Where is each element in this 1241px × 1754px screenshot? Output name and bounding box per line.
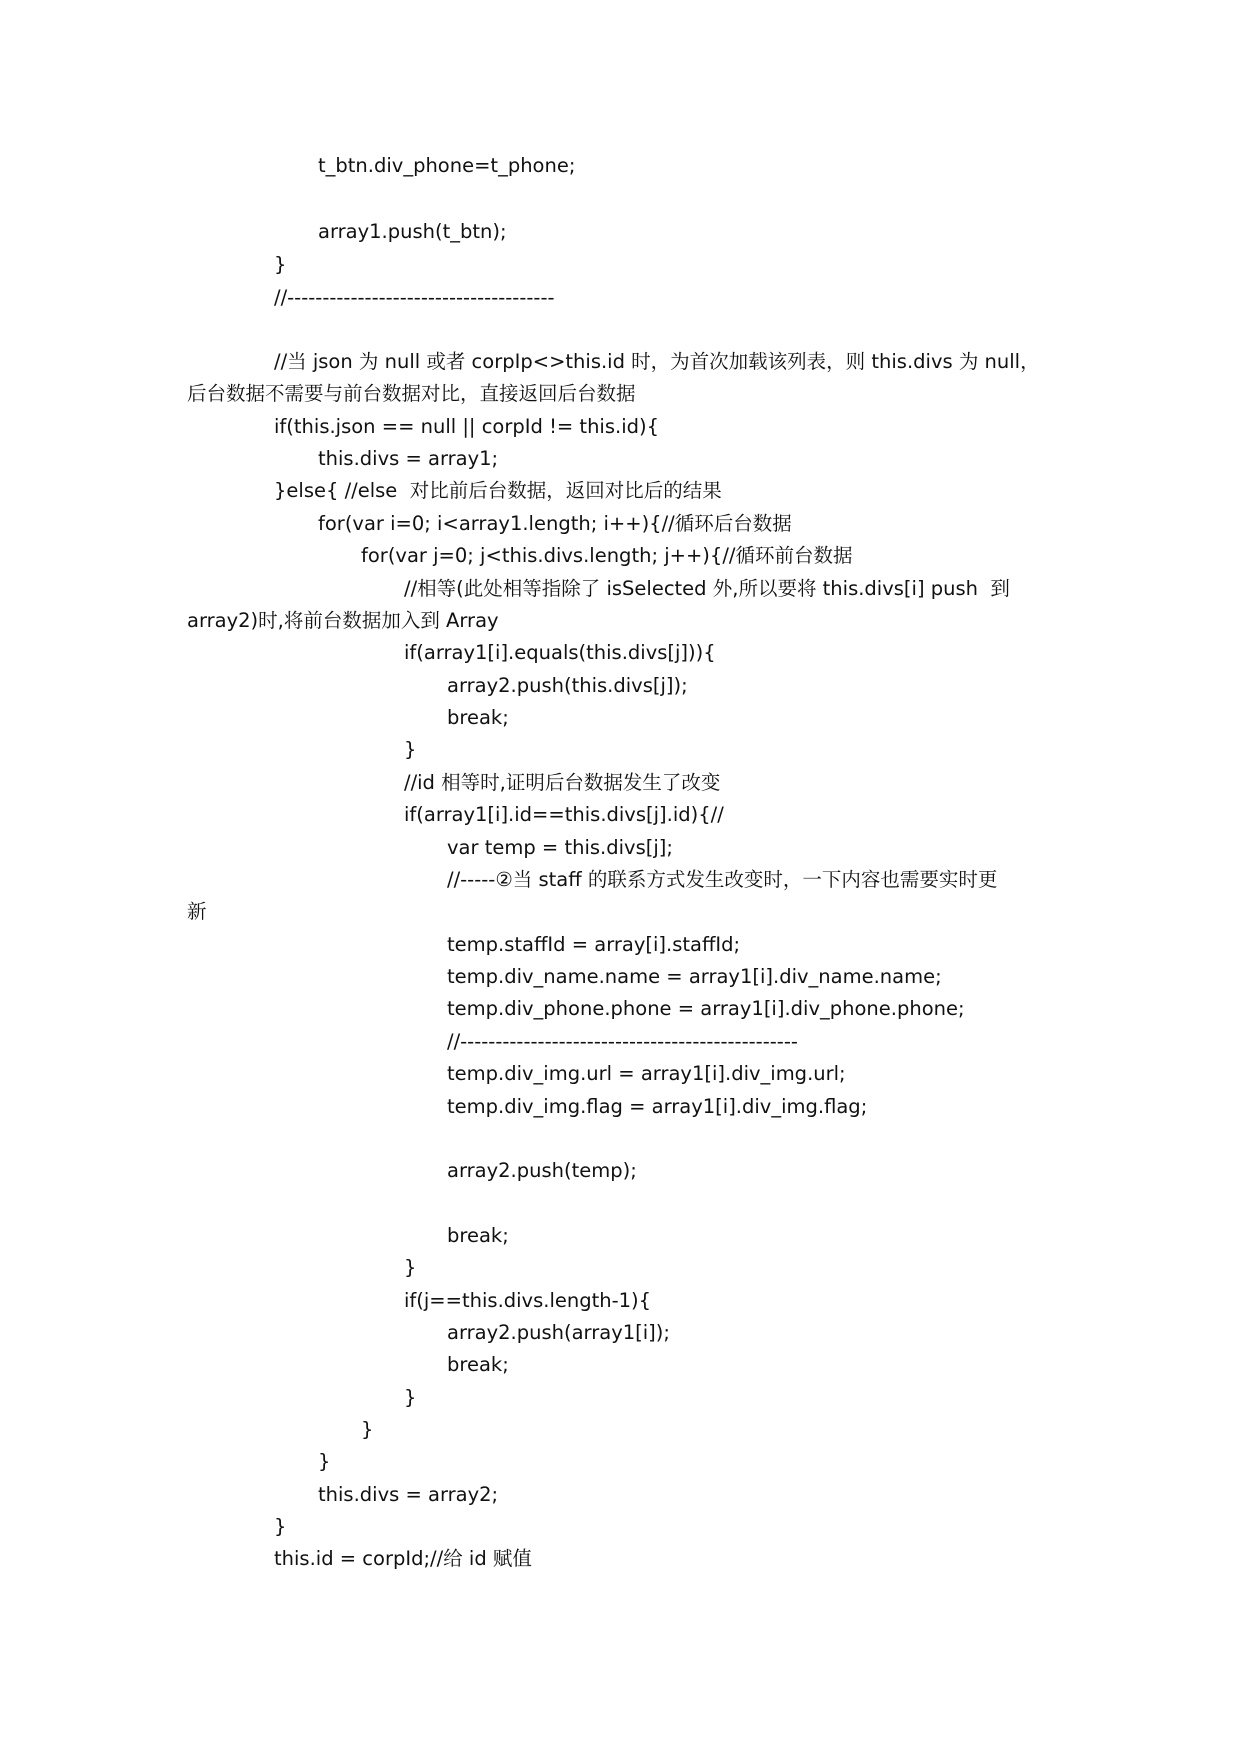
code-line: for(var j=0; j<this.divs.length; j++){//循环前台数据 [361,544,853,567]
comment-line: //相等(此处相等指除了 isSelected 外,所以要将 this.divs[i] push 到 [404,577,1010,600]
code-line: break; [447,706,509,729]
code-line: } [318,1450,331,1473]
code-line: array1.push(t_btn); [318,220,507,243]
code-line: array2.push(temp); [447,1159,637,1182]
code-line: t_btn.div_phone=t_phone; [318,154,576,177]
code-line: } [404,738,417,761]
comment-line: //当 json 为 null 或者 corpIp<>this.id 时，为首次加载该列表，则 this.divs 为 null， [274,350,1040,373]
comment-line: //id 相等时,证明后台数据发生了改变 [404,771,721,794]
code-line: temp.div_img.flag = array1[i].div_img.flag; [447,1095,868,1118]
comment-line: 新 [187,900,207,923]
code-line: if(this.json == null || corpId != this.id){ [274,415,660,438]
code-line: //-------------------------------------- [274,286,555,309]
code-line: //------------------------------------------------ [447,1030,798,1053]
code-line: break; [447,1353,509,1376]
comment-line: 后台数据不需要与前台数据对比，直接返回后台数据 [187,382,636,405]
code-line: temp.staffId = array[i].staffId; [447,933,741,956]
code-line: array2.push(this.divs[j]); [447,674,688,697]
code-line: } [274,1515,287,1538]
comment-line: array2)时,将前台数据加入到 Array [187,609,499,632]
code-line: if(array1[i].equals(this.divs[j])){ [404,641,716,664]
code-line: break; [447,1224,509,1247]
code-line: temp.div_phone.phone = array1[i].div_phone.phone; [447,997,965,1020]
code-line: this.divs = array1; [318,447,499,470]
code-line: array2.push(array1[i]); [447,1321,670,1344]
code-line: } [404,1256,417,1279]
code-line: if(array1[i].id==this.divs[j].id){// [404,803,724,826]
code-line: for(var i=0; i<array1.length; i++){//循环后台数据 [318,512,792,535]
code-line: this.id = corpId;//给 id 赋值 [274,1547,532,1570]
code-line: } [361,1418,374,1441]
code-line: }else{ //else 对比前后台数据，返回对比后的结果 [274,479,722,502]
code-line: temp.div_img.url = array1[i].div_img.url; [447,1062,846,1085]
comment-line: //-----②当 staff 的联系方式发生改变时，一下内容也需要实时更 [447,868,998,891]
code-line: var temp = this.divs[j]; [447,836,673,859]
code-line: } [404,1386,417,1409]
code-line: temp.div_name.name = array1[i].div_name.name; [447,965,942,988]
code-line: if(j==this.divs.length-1){ [404,1289,652,1312]
code-line: } [274,253,287,276]
code-line: this.divs = array2; [318,1483,499,1506]
